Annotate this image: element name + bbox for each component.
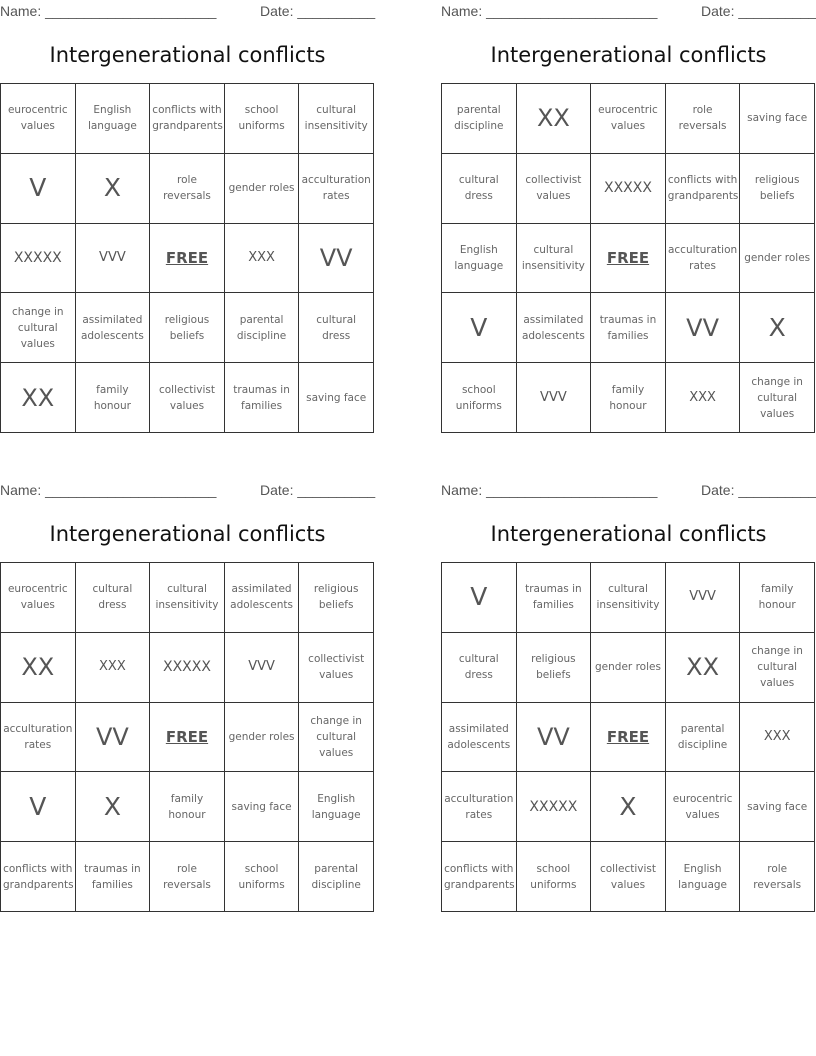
bingo-grid bbox=[441, 562, 815, 912]
grid-cell: traumas in families bbox=[591, 293, 666, 363]
grid-cell: family honour bbox=[740, 563, 815, 633]
grid-cell: cultural insensitivity bbox=[150, 563, 225, 633]
grid-cell: religious beliefs bbox=[150, 293, 225, 363]
grid-cell: school uniforms bbox=[442, 363, 517, 433]
grid-row bbox=[442, 563, 815, 633]
grid-cell: XXX bbox=[224, 223, 299, 293]
grid-cell: role reversals bbox=[740, 842, 815, 912]
grid-cell: cultural insensitivity bbox=[516, 223, 591, 293]
date-field: Date: __________ bbox=[701, 482, 816, 498]
grid-cell: VV bbox=[516, 702, 591, 772]
grid-cell: saving face bbox=[740, 84, 815, 154]
bingo-grid bbox=[0, 83, 374, 433]
grid-cell: VV bbox=[75, 702, 150, 772]
grid-row bbox=[442, 223, 815, 293]
grid-row bbox=[1, 293, 374, 363]
grid-cell: V bbox=[442, 293, 517, 363]
grid-row bbox=[1, 363, 374, 433]
grid-cell: religious beliefs bbox=[740, 153, 815, 223]
grid-cell: X bbox=[740, 293, 815, 363]
grid-cell: family honour bbox=[75, 363, 150, 433]
grid-cell: FREE bbox=[591, 223, 666, 293]
grid-cell: traumas in families bbox=[75, 842, 150, 912]
grid-row bbox=[1, 772, 374, 842]
grid-row bbox=[442, 772, 815, 842]
grid-cell: X bbox=[75, 153, 150, 223]
grid-cell: gender roles bbox=[224, 153, 299, 223]
grid-cell: change in cultural values bbox=[1, 293, 76, 363]
grid-cell: VVV bbox=[75, 223, 150, 293]
grid-row bbox=[1, 842, 374, 912]
grid-cell: acculturation rates bbox=[665, 223, 740, 293]
grid-cell: V bbox=[1, 153, 76, 223]
grid-row bbox=[442, 84, 815, 154]
grid-cell: XX bbox=[1, 363, 76, 433]
grid-cell: English language bbox=[442, 223, 517, 293]
grid-cell: acculturation rates bbox=[442, 772, 517, 842]
grid-cell: parental discipline bbox=[299, 842, 374, 912]
grid-cell: conflicts with grandparents bbox=[442, 842, 517, 912]
grid-row bbox=[442, 153, 815, 223]
grid-cell: gender roles bbox=[740, 223, 815, 293]
grid-cell: cultural dress bbox=[442, 153, 517, 223]
grid-cell: acculturation rates bbox=[299, 153, 374, 223]
date-field: Date: __________ bbox=[701, 3, 816, 19]
grid-cell: VVV bbox=[224, 632, 299, 702]
grid-row bbox=[442, 842, 815, 912]
grid-cell: cultural insensitivity bbox=[591, 563, 666, 633]
grid-cell: cultural insensitivity bbox=[299, 84, 374, 154]
grid-row bbox=[442, 293, 815, 363]
grid-cell: VVV bbox=[516, 363, 591, 433]
grid-cell: religious beliefs bbox=[516, 632, 591, 702]
grid-cell: eurocentric values bbox=[1, 84, 76, 154]
grid-cell: VV bbox=[299, 223, 374, 293]
card-title: Intergenerational conflicts bbox=[49, 522, 326, 546]
card-title: Intergenerational conflicts bbox=[490, 522, 767, 546]
card-title: Intergenerational conflicts bbox=[49, 43, 326, 67]
grid-cell: saving face bbox=[224, 772, 299, 842]
grid-cell: collectivist values bbox=[150, 363, 225, 433]
bingo-grid bbox=[0, 562, 374, 912]
grid-cell: XXX bbox=[740, 702, 815, 772]
grid-cell: saving face bbox=[740, 772, 815, 842]
grid-cell: school uniforms bbox=[516, 842, 591, 912]
grid-cell: family honour bbox=[150, 772, 225, 842]
name-field: Name: ______________________ bbox=[441, 3, 658, 19]
grid-cell: collectivist values bbox=[299, 632, 374, 702]
grid-cell: collectivist values bbox=[516, 153, 591, 223]
grid-cell: assimilated adolescents bbox=[442, 702, 517, 772]
grid-row bbox=[1, 153, 374, 223]
grid-row bbox=[442, 702, 815, 772]
grid-cell: VV bbox=[665, 293, 740, 363]
grid-cell: school uniforms bbox=[224, 84, 299, 154]
grid-cell: conflicts with grandparents bbox=[150, 84, 225, 154]
grid-cell: assimilated adolescents bbox=[75, 293, 150, 363]
grid-row bbox=[442, 632, 815, 702]
grid-cell: English language bbox=[75, 84, 150, 154]
grid-cell: gender roles bbox=[591, 632, 666, 702]
bingo-card-4 bbox=[441, 479, 816, 891]
card-header bbox=[0, 479, 375, 501]
grid-cell: XXXXX bbox=[516, 772, 591, 842]
grid-cell: school uniforms bbox=[224, 842, 299, 912]
grid-cell: conflicts with grandparents bbox=[1, 842, 76, 912]
grid-cell: change in cultural values bbox=[299, 702, 374, 772]
date-field: Date: __________ bbox=[260, 3, 376, 19]
grid-cell: VVV bbox=[665, 563, 740, 633]
grid-cell: FREE bbox=[591, 702, 666, 772]
grid-cell: parental discipline bbox=[665, 702, 740, 772]
grid-cell: cultural dress bbox=[75, 563, 150, 633]
grid-cell: change in cultural values bbox=[740, 363, 815, 433]
grid-row bbox=[1, 632, 374, 702]
grid-cell: X bbox=[75, 772, 150, 842]
grid-cell: eurocentric values bbox=[591, 84, 666, 154]
grid-cell: gender roles bbox=[224, 702, 299, 772]
grid-cell: parental discipline bbox=[224, 293, 299, 363]
grid-cell: XX bbox=[516, 84, 591, 154]
grid-row bbox=[1, 702, 374, 772]
grid-cell: family honour bbox=[591, 363, 666, 433]
date-field: Date: __________ bbox=[260, 482, 376, 498]
bingo-card-2 bbox=[441, 0, 816, 420]
grid-cell: XXX bbox=[665, 363, 740, 433]
card-header bbox=[441, 0, 816, 22]
grid-cell: acculturation rates bbox=[1, 702, 76, 772]
bingo-grid bbox=[441, 83, 815, 433]
grid-cell: parental discipline bbox=[442, 84, 517, 154]
grid-cell: saving face bbox=[299, 363, 374, 433]
grid-row bbox=[1, 223, 374, 293]
grid-cell: change in cultural values bbox=[740, 632, 815, 702]
card-header bbox=[441, 479, 816, 501]
grid-row bbox=[1, 84, 374, 154]
bingo-card-3 bbox=[0, 479, 376, 891]
grid-cell: V bbox=[1, 772, 76, 842]
grid-cell: FREE bbox=[150, 702, 225, 772]
grid-row bbox=[1, 563, 374, 633]
grid-cell: XXX bbox=[75, 632, 150, 702]
grid-cell: eurocentric values bbox=[665, 772, 740, 842]
grid-cell: XXXXX bbox=[591, 153, 666, 223]
grid-cell: X bbox=[591, 772, 666, 842]
grid-cell: FREE bbox=[150, 223, 225, 293]
grid-cell: English language bbox=[299, 772, 374, 842]
grid-cell: XX bbox=[665, 632, 740, 702]
card-header bbox=[0, 0, 375, 22]
grid-cell: XX bbox=[1, 632, 76, 702]
grid-cell: V bbox=[442, 563, 517, 633]
name-field: Name: ______________________ bbox=[0, 482, 217, 498]
grid-cell: eurocentric values bbox=[1, 563, 76, 633]
grid-cell: collectivist values bbox=[591, 842, 666, 912]
grid-cell: cultural dress bbox=[442, 632, 517, 702]
grid-cell: traumas in families bbox=[516, 563, 591, 633]
bingo-card-1 bbox=[0, 0, 376, 412]
grid-cell: assimilated adolescents bbox=[516, 293, 591, 363]
name-field: Name: ______________________ bbox=[0, 3, 217, 19]
grid-cell: conflicts with grandparents bbox=[665, 153, 740, 223]
grid-row bbox=[442, 363, 815, 433]
grid-cell: XXXXX bbox=[1, 223, 76, 293]
grid-cell: traumas in families bbox=[224, 363, 299, 433]
grid-cell: religious beliefs bbox=[299, 563, 374, 633]
grid-cell: role reversals bbox=[665, 84, 740, 154]
card-title: Intergenerational conflicts bbox=[490, 43, 767, 67]
grid-cell: role reversals bbox=[150, 842, 225, 912]
name-field: Name: ______________________ bbox=[441, 482, 658, 498]
grid-cell: English language bbox=[665, 842, 740, 912]
grid-cell: role reversals bbox=[150, 153, 225, 223]
grid-cell: assimilated adolescents bbox=[224, 563, 299, 633]
grid-cell: XXXXX bbox=[150, 632, 225, 702]
grid-cell: cultural dress bbox=[299, 293, 374, 363]
